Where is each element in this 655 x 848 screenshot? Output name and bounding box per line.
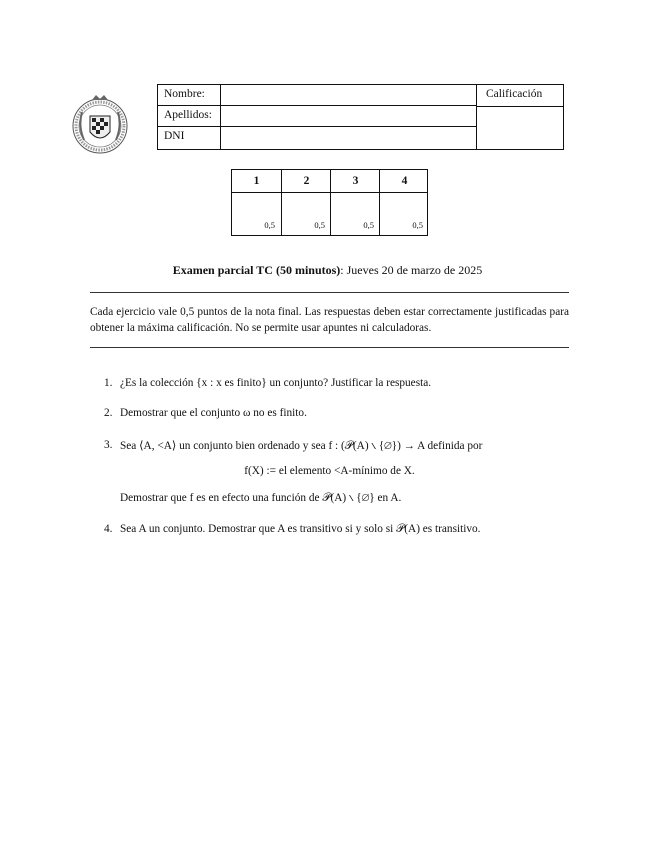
exercise-number: 4.	[104, 523, 113, 535]
score-column	[330, 170, 380, 235]
nombre-row	[158, 85, 476, 106]
bottom-rule	[90, 347, 569, 348]
exercise-points: 0,5	[264, 220, 275, 230]
row-divider	[476, 106, 563, 107]
apellidos-row	[158, 106, 476, 127]
apellidos-label: Apellidos:	[164, 109, 212, 121]
calificacion-label: Calificación	[486, 88, 543, 100]
exercise-number-header: 3	[352, 175, 359, 187]
score-column	[281, 170, 331, 235]
exercise-formula: f(X) := el elemento <A-mínimo de X.	[244, 465, 415, 477]
instructions-text: Cada ejercicio vale 0,5 puntos de la nota final. Las respuestas deben estar correctamente justificadas para obtener la máxima calificación. No se permite usar apuntes ni calculadoras.	[90, 306, 569, 334]
column-divider	[220, 85, 221, 149]
exam-title-date: : Jueves 20 de marzo de 2025	[340, 263, 483, 277]
exercise-number: 3.	[104, 439, 113, 451]
exercise-number: 2.	[104, 407, 113, 419]
column-divider	[476, 85, 477, 149]
university-seal-logo	[70, 92, 130, 158]
nombre-label: Nombre:	[164, 88, 205, 100]
dni-row	[158, 127, 476, 148]
exercise-number-header: 2	[303, 175, 310, 187]
exam-title-bold: Examen parcial TC (50 minutos)	[172, 263, 341, 277]
score-column	[232, 170, 281, 235]
exercise-text: Demostrar que el conjunto ω no es finito.	[120, 407, 307, 419]
score-table	[231, 169, 428, 236]
exercise-text: ¿Es la colección {x : x es finito} un conjunto? Justificar la respuesta.	[120, 377, 432, 389]
exercise-text: Sea ⟨A, <A⟩ un conjunto bien ordenado y sea f : (𝒫(A) ∖ {∅}) → A definida por	[120, 440, 483, 452]
student-info-table	[157, 84, 564, 150]
exercise-points: 0,5	[363, 220, 374, 230]
top-rule	[90, 292, 569, 293]
dni-label: DNI	[164, 130, 185, 142]
exercise-text: Sea A un conjunto. Demostrar que A es transitivo si y solo si 𝒫(A) es transitivo.	[120, 523, 481, 535]
exercise-number-header: 1	[253, 175, 260, 187]
exercise-points: 0,5	[314, 220, 325, 230]
exercise-number: 1.	[104, 377, 113, 389]
exercise-number-header: 4	[401, 175, 408, 187]
exercise-text: Demostrar que f es en efecto una función de 𝒫(A) ∖ {∅} en A.	[120, 492, 402, 504]
exercise-points: 0,5	[412, 220, 423, 230]
exam-title	[0, 263, 655, 278]
score-column	[379, 170, 429, 235]
header-divider	[232, 192, 427, 193]
